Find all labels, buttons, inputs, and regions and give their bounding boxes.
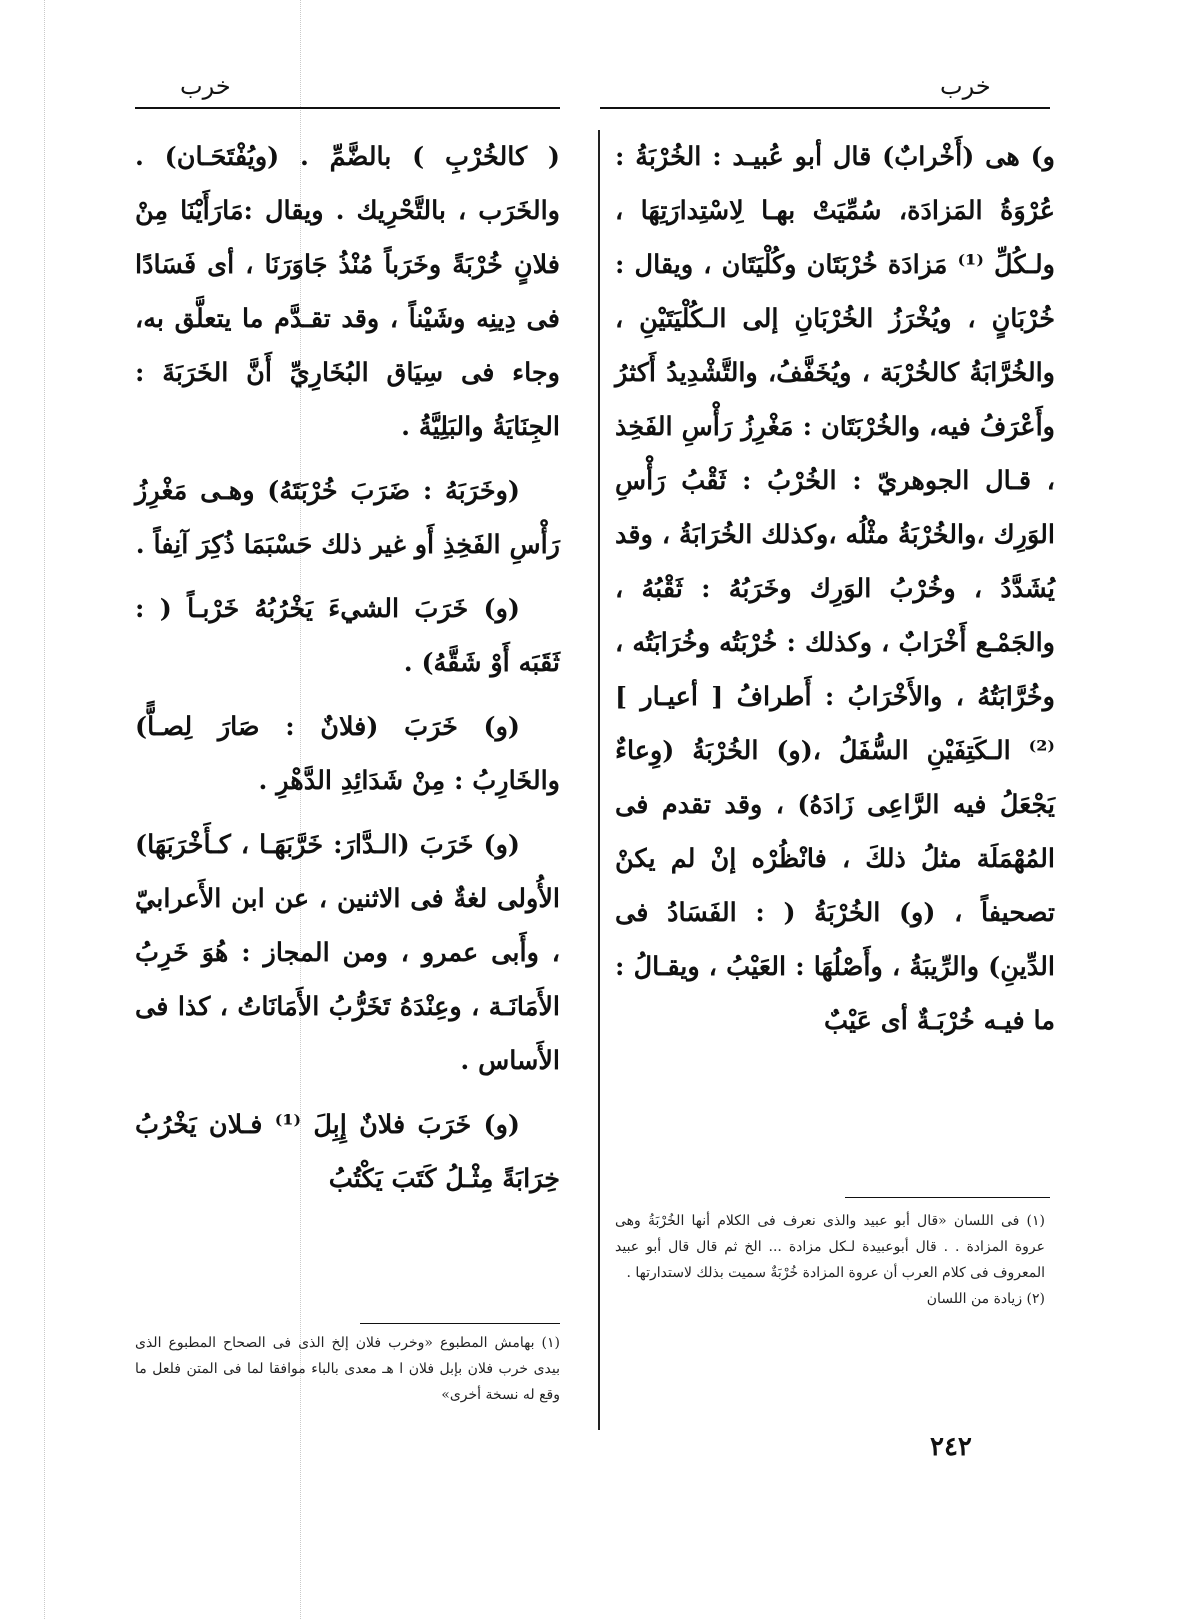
footnote-rule-left: [360, 1323, 560, 1324]
right-paragraph: و) هى (أَخْرابٌ) قال أبو عُبيـد : الخُرْبَةُ : عُرْوَةُ المَزادَة، سُمِّيَتْ بهـا لِاسْتِدارَتِهَا ، ولـكُلِّ ⁽¹⁾ مَزادَة خُرْبَتَان وكُلْيَتَان ، ويقال : خُرْبَانٍ ، ويُخْرَزُ الخُرْبَانِ إلى الـكُلْيَتَيْنِ ، والخُرَّابَةُ كالخُرْبَة ، ويُخَفَّفُ، والتَّشْدِيدُ أَكثرُ وأَعْرَفُ فيه، والخُرْبَتَان : مَغْرِزُ رَأْسِ الفَخِذ ، قـال الجوهريّ : الخُرْبُ : ثَقْبُ رَأْسِ الوَرِك ،والخُرْبَةُ مثْلُه ،وكذلك الخُرَابَةُ ، وقد يُشَدَّدُ ، وخُرْبُ الوَرِك وخَرَبُهُ : ثَقْبُهُ ، والجَمْـع أَخْرَابٌ ، وكذلك : خُرْبَتُه وخُرَابَتُه ، وخُرَّابَتُهُ ، والأَخْرَابُ : أَطرافُ [ أعيـار ] ⁽²⁾ الـكَتِفَيْنِ السُّفَلُ ،(و) الخُرْبَةُ (وِعاءٌ يَجْعَلُ فيه الرَّاعِى زَادَهُ) ، وقد تقدم فى المُهْمَلَة مثلُ ذلكَ ، فانْظُرْه إنْ لم يكنْ تصحيفاً ، (و) الخُرْبَةُ ( : الفَسَادُ فى الدِّينِ) والرِّيبَةُ ، وأَصْلُهَا : العَيْبُ ، ويقـالُ : ما فيـه خُرْبَـةٌ أى عَيْبٌ: [615, 142, 1055, 1036]
header-rule-right: [600, 107, 1050, 109]
header-word-left: خرب: [180, 72, 231, 100]
right-footnotes: [615, 1208, 1045, 1312]
left-paragraph: (و) خَرَبَ فلانٌ إِبِلَ ⁽¹⁾ فـلان يَخْرُبُ خِرَابَةً مِثْـلُ كَتَبَ يَكْتُبُ: [135, 1110, 560, 1194]
left-footnotes: [135, 1330, 560, 1408]
footnote: (١) فى اللسان «قال أبو عبيد والذى نعرف فى الكلام أنها الخُرْبَةُ وهى عروة المزادة . . قال أبوعبيدة لـكل مزادة ... الخ ثم قال قال أبو عبيد المعروف فى كلام العرب أن عروة المزادة خُرْبَةٌ سميت بذلك لاستدارتها .: [615, 1213, 1045, 1281]
header-word-right: خرب: [940, 72, 991, 100]
left-paragraph: (و) خَرَبَ الشيءَ يَخْرُبُهُ خَرْبـاً ( : ثَقَبَه أَوْ شَقَّهُ) .: [135, 594, 560, 678]
page-number: ٢٤٢: [930, 1432, 972, 1462]
footnote-rule-right: [845, 1197, 1050, 1198]
scan-ruling-line: [44, 0, 45, 1619]
footnote: (١) بهامش المطبوع «وخرب فلان إلخ الذى فى الصحاح المطبوع الذى بيدى خرب فلان بإبل فلان ا هـ معدى بالباء موافقا لما فى المتن فلعل ما وقع له نسخة أخرى»: [135, 1335, 560, 1403]
left-paragraph: (و) خَرَبَ (فلانٌ : صَارَ لِصـاًّ) والخَارِبُ : مِنْ شَدَائِدِ الدَّهْرِ .: [135, 712, 560, 796]
left-paragraph: (وخَرَبَهُ : ضَرَبَ خُرْبَتَهُ) وهـى مَغْرِزُ رَأْسِ الفَخِذِ أَو غير ذلك حَسْبَمَا ذُكِرَ آنِفاً .: [135, 476, 560, 560]
left-paragraph: ( كالخُرْبِ ) بالضَّمِّ . (ويُفْتَحَـان) . والخَرَب ، بالتَّحْرِيك . ويقال :مَارَأَيْنَا مِنْ فلانٍ خُرْبَةً وخَرَباً مُنْذُ جَاوَرَنَا ، أى فَسَادًا فى دِينِه وشَيْناً ، وقد تقـدَّم ما يتعلَّق به، وجاء فى سِيَاق البُخَارِيِّ أَنَّ الخَرَبَةَ : الجِنَايَةُ والبَلِيَّةُ .: [135, 142, 560, 442]
right-column: [615, 130, 1055, 1180]
header-rule-left: [135, 107, 560, 109]
footnote: (٢) زيادة من اللسان: [926, 1291, 1045, 1307]
column-divider: [598, 130, 600, 1430]
left-column: [135, 130, 560, 1310]
left-paragraph: (و) خَرَبَ (الـدَّارَ: خَرَّبَهَـا ، كـأَخْرَبَهَا) الأُولى لغةٌ فى الاثنين ، عن ابن الأَعرابيّ ، وأَبى عمرو ، ومن المجاز : هُوَ خَرِبُ الأَمَانَـة ، وعِنْدَهُ تَخَرُّبُ الأَمَانَاتُ ، كذا فى الأَساس .: [135, 830, 560, 1076]
